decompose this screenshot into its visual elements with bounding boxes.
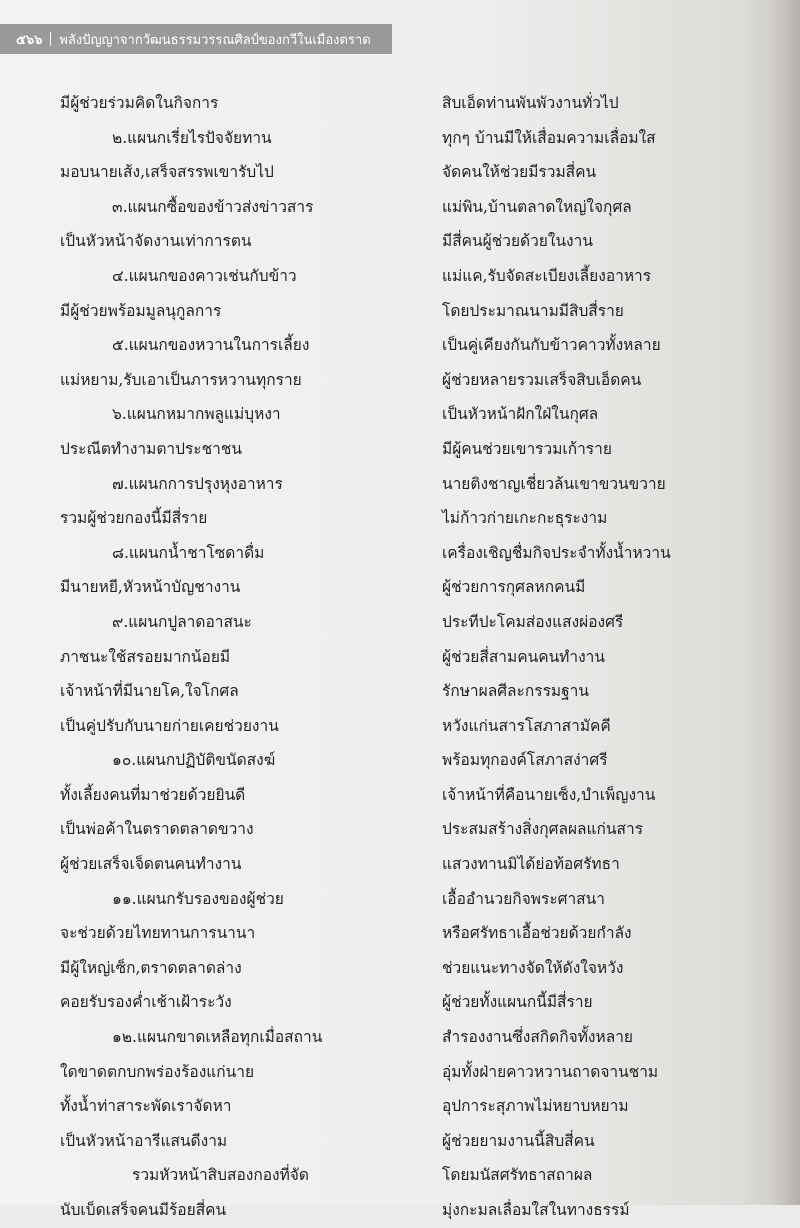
poem-line-right: ทุกๆ บ้านมีให้เสื่อมความเลื่อมใส — [442, 128, 656, 147]
poem-line-left: คอยรับรองค่ำเช้าเฝ้าระวัง — [60, 993, 232, 1012]
running-header — [16, 30, 371, 52]
poem-left-column — [60, 86, 420, 1228]
poem-line-right: แม่พิน,บ้านตลาดใหญ่ใจกุศล — [442, 197, 632, 216]
poem-line-left: ทั้งน้ำท่าสาระพัดเราจัดหา — [60, 1097, 232, 1116]
poem-line-left: รวมหัวหน้าสิบสองกองที่จัด — [132, 1166, 309, 1185]
poem-line-left: ๒.แผนกเรี่ยไรปัจจัยทาน — [112, 128, 272, 147]
poem-line-left: ๑๐.แผนกปฏิบัติขนัดสงฆ์ — [112, 751, 276, 770]
poem-line-left: จะช่วยด้วยไทยทานการนานา — [60, 924, 256, 943]
poem-line-left: ๑๒.แผนกขาดเหลือทุกเมื่อสถาน — [112, 1028, 323, 1047]
poem-line-right: นายติงชาญเชี่ยวล้นเขาขวนขวาย — [442, 474, 666, 493]
poem-line-right: มีสี่คนผู้ช่วยด้วยในงาน — [442, 232, 593, 251]
poem-line-left: รวมผู้ช่วยกองนี้มีสี่ราย — [60, 509, 208, 528]
poem-line-left: ทั้งเลี้ยงคนที่มาช่วยด้วยยินดี — [60, 785, 246, 804]
poem-line-right: ผู้ช่วยสี่สามคนคนทำงาน — [442, 647, 605, 666]
poem-line-right: จัดคนให้ช่วยมีรวมสี่คน — [442, 163, 597, 182]
poem-line-right: มีผู้คนช่วยเขารวมเก้าราย — [442, 439, 612, 458]
poem-line-right: เจ้าหน้าที่คือนายเซ็ง,บำเพ็ญงาน — [442, 785, 656, 804]
poem-line-left: มีนายหยี,หัวหน้าบัญชางาน — [60, 578, 241, 597]
poem-line-left: ๕.แผนกของหวานในการเลี้ยง — [112, 336, 310, 355]
poem-line-right: พร้อมทุกองค์โสภาสง่าศรี — [442, 751, 608, 770]
poem-line-left: มีผู้ช่วยร่วมคิดในกิจการ — [60, 94, 219, 112]
poem-line-left: เป็นหัวหน้าจัดงานเท่าการตน — [60, 232, 252, 251]
poem-line-right: หวังแก่นสารโสภาสามัคคี — [442, 716, 611, 735]
poem-line-left: ๗.แผนกการปรุงหุงอาหาร — [112, 474, 283, 493]
poem-line-left: ผู้ช่วยเสร็จเจ็ดตนคนทำงาน — [60, 855, 242, 874]
poem-line-left: นับเบ็ดเสร็จคนมีร้อยสี่คน — [60, 1201, 227, 1219]
poem-line-right: เครื่องเชิญชื่มกิจประจำทั้งน้ำหวาน — [442, 543, 671, 562]
poem-line-right: มุ่งกะมลเลื่อมใสในทางธรรม์ — [442, 1201, 630, 1219]
poem-line-left: ๑๑.แผนกรับรองของผู้ช่วย — [112, 889, 284, 908]
poem-line-right: ผู้ช่วยทั้งแผนกนี้มีสี่ราย — [442, 993, 593, 1012]
poem-line-right: เอื้ออำนวยกิจพระศาสนา — [442, 889, 605, 908]
poem-right-column — [442, 86, 772, 1228]
poem-line-right: อุ่มทั้งฝ่ายคาวหวานถาดจานชาม — [442, 1062, 659, 1081]
poem-line-right: หรือศรัทธาเอื้อช่วยด้วยกำลัง — [442, 924, 632, 943]
poem-line-right: ประทีปะโคมส่องแสงผ่องศรี — [442, 612, 624, 631]
poem-line-right: อุปการะสุภาพไม่หยาบหยาม — [442, 1097, 629, 1116]
poem-line-right: ประสมสร้างสิ่งกุศลผลแก่นสาร — [442, 820, 644, 839]
poem-line-left: แม่หยาม,รับเอาเป็นภารหวานทุกราย — [60, 370, 302, 389]
poem-line-right: แม่แค,รับจัดสะเบียงเลี้ยงอาหาร — [442, 266, 652, 285]
poem-line-left: เป็นพ่อค้าในตราดตลาดขวาง — [60, 820, 254, 839]
poem-line-left: มีผู้ใหญ่เซ็ก,ตราดตลาดล่าง — [60, 958, 242, 977]
poem-line-right: ผู้ช่วยการกุศลหกคนมี — [442, 578, 586, 597]
poem-line-right: ผู้ช่วยยามงานนี้สิบสี่คน — [442, 1131, 595, 1150]
poem-line-right: เป็นคู่เคียงกันกับข้าวคาวทั้งหลาย — [442, 336, 661, 355]
poem-line-left: เป็นคู่ปรับกับนายก่ายเคยช่วยงาน — [60, 716, 279, 735]
poem-line-right: ช่วยแนะทางจัดให้ดังใจหวัง — [442, 958, 624, 977]
poem-line-left: ประณีตทำงามตาประชาชน — [60, 439, 242, 458]
poem-line-right: ผู้ช่วยหลายรวมเสร็จสิบเอ็ดคน — [442, 370, 642, 389]
book-title: พลังปัญญาจากวัฒนธรรมวรรณศิลป์ของกวีในเมืองตราด — [59, 33, 371, 48]
poem-line-right: สิบเอ็ดท่านพันพัวงานทั่วไป — [442, 94, 619, 112]
poem-line-left: ๘.แผนกน้ำชาโซดาดื่ม — [112, 543, 265, 562]
poem-line-right: ไม่ก้าวก่ายเกะกะธุระงาม — [442, 509, 608, 528]
poem-line-left: มอบนายเส้ง,เสร็จสรรพเขารับไป — [60, 163, 274, 182]
poem-line-right: โดยประมาณนามมีสิบสี่ราย — [442, 301, 624, 320]
poem-line-right: สำรองงานซึ่งสกิดกิจทั้งหลาย — [442, 1028, 633, 1047]
poem-line-right: โดยมนัสศรัทธาสถาผล — [442, 1166, 593, 1185]
poem-line-left: มีผู้ช่วยพร้อมมูลนุกูลการ — [60, 301, 222, 320]
poem-line-left: เป็นหัวหน้าอารีแสนดีงาม — [60, 1131, 228, 1150]
poem-line-left: ๓.แผนกซื้อของข้าวส่งข่าวสาร — [112, 197, 314, 216]
poem-line-left: เจ้าหน้าที่มีนายโค,ใจโกศล — [60, 682, 239, 701]
poem-line-right: เป็นหัวหน้าฝักใฝ่ในกุศล — [442, 405, 599, 424]
header-divider — [50, 32, 51, 46]
poem-line-right: รักษาผลศีละกรรมฐาน — [442, 682, 589, 701]
page-number: ๕๖๖ — [16, 33, 43, 48]
poem-line-right: แสวงทานมิได้ย่อท้อศรัทธา — [442, 855, 620, 874]
poem-line-left: ๖.แผนกหมากพลูแม่บุหงา — [112, 405, 281, 424]
poem-line-left: ใดขาดตกบกพร่องร้องแก่นาย — [60, 1062, 255, 1081]
poem-line-left: ภาชนะใช้สรอยมากน้อยมี — [60, 647, 231, 666]
poem-line-left: ๔.แผนกของคาวเช่นกับข้าว — [112, 266, 297, 285]
poem-line-left: ๙.แผนกปูลาดอาสนะ — [112, 612, 252, 631]
